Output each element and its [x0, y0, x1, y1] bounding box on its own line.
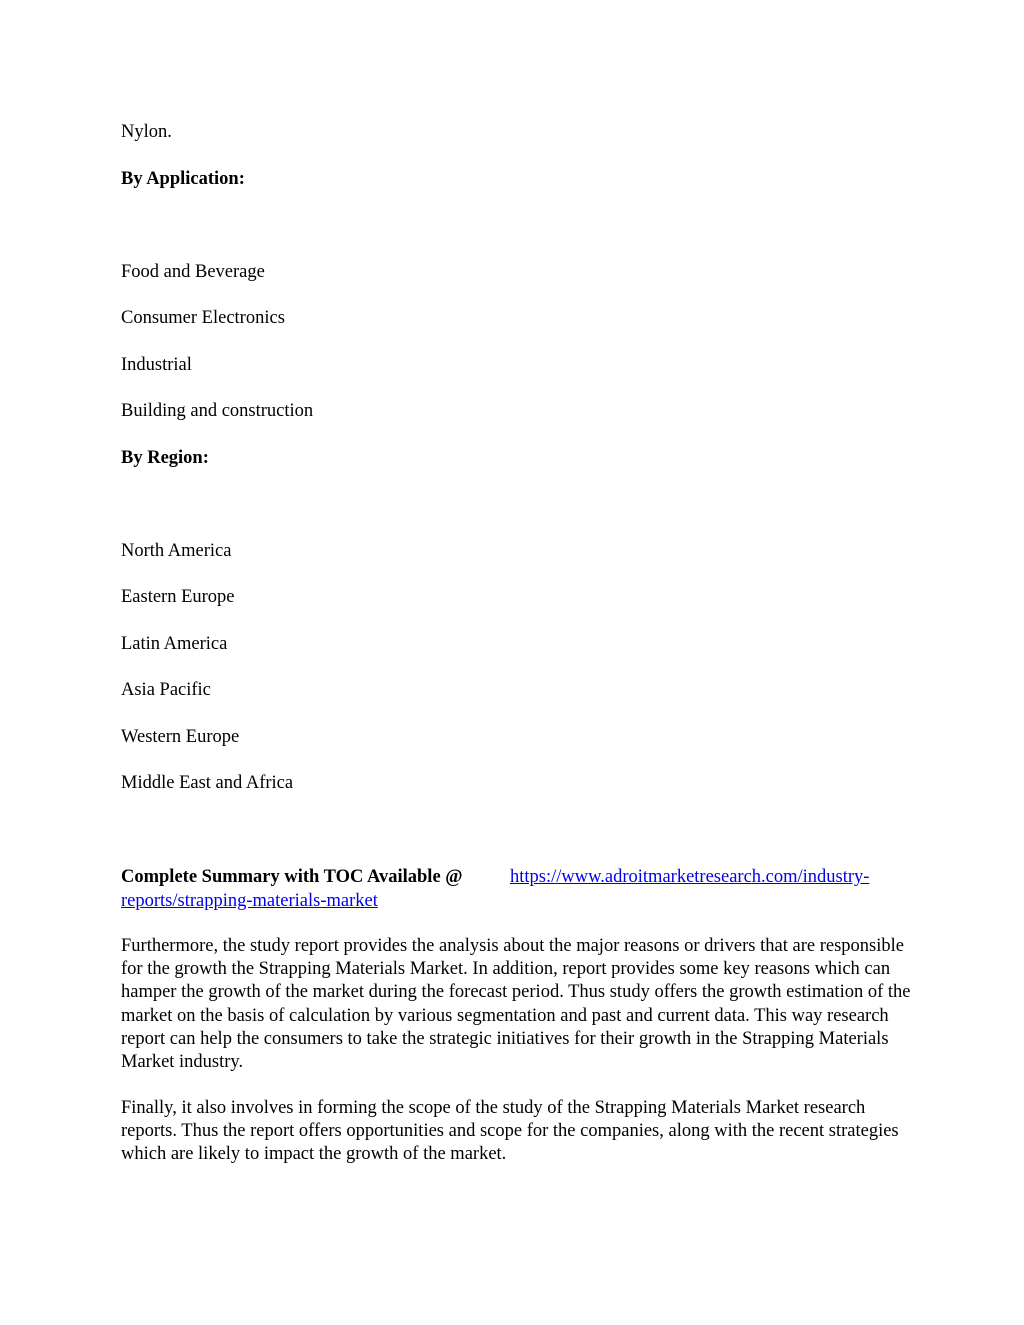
paragraph-furthermore: Furthermore, the study report provides the analysis about the major reasons or drivers that are responsible for the growth the Strapping Materials Market. In addition, report provides some key reasons which can hamper the growth of the market during the forecast period. Thus study offers the growth estimation of the market on the basis of calculation by various segmentation and past and current data. This way research report can help the consumers to take the strategic initiatives for their growth in the Strapping Materials Market industry. [121, 936, 911, 1073]
toc-link-line2[interactable]: reports/strapping-materials-market [121, 891, 378, 911]
section-heading-application: By Application: [121, 169, 245, 189]
region-item-western-europe: Western Europe [121, 727, 240, 747]
region-item-latin-america: Latin America [121, 634, 228, 654]
region-item-eastern-europe: Eastern Europe [121, 587, 235, 607]
toc-link-line1[interactable]: https://www.adroitmarketresearch.com/industry- [510, 867, 870, 887]
segment-item-nylon: Nylon. [121, 122, 172, 142]
region-item-asia-pacific: Asia Pacific [121, 680, 211, 700]
region-item-middle-east-africa: Middle East and Africa [121, 773, 294, 793]
section-heading-region: By Region: [121, 448, 209, 468]
paragraph-finally: Finally, it also involves in forming the scope of the study of the Strapping Materials Market research reports. Thus the report offers opportunities and scope for the companies, along with the recent strategies which are likely to impact the growth of the market. [121, 1098, 899, 1165]
toc-block [121, 865, 911, 911]
application-item-consumer-electronics: Consumer Electronics [121, 308, 285, 328]
application-item-food-beverage: Food and Beverage [121, 262, 265, 282]
toc-label: Complete Summary with TOC Available @ [121, 867, 463, 887]
region-item-north-america: North America [121, 541, 232, 561]
application-item-building-construction: Building and construction [121, 401, 314, 421]
application-item-industrial: Industrial [121, 355, 192, 375]
